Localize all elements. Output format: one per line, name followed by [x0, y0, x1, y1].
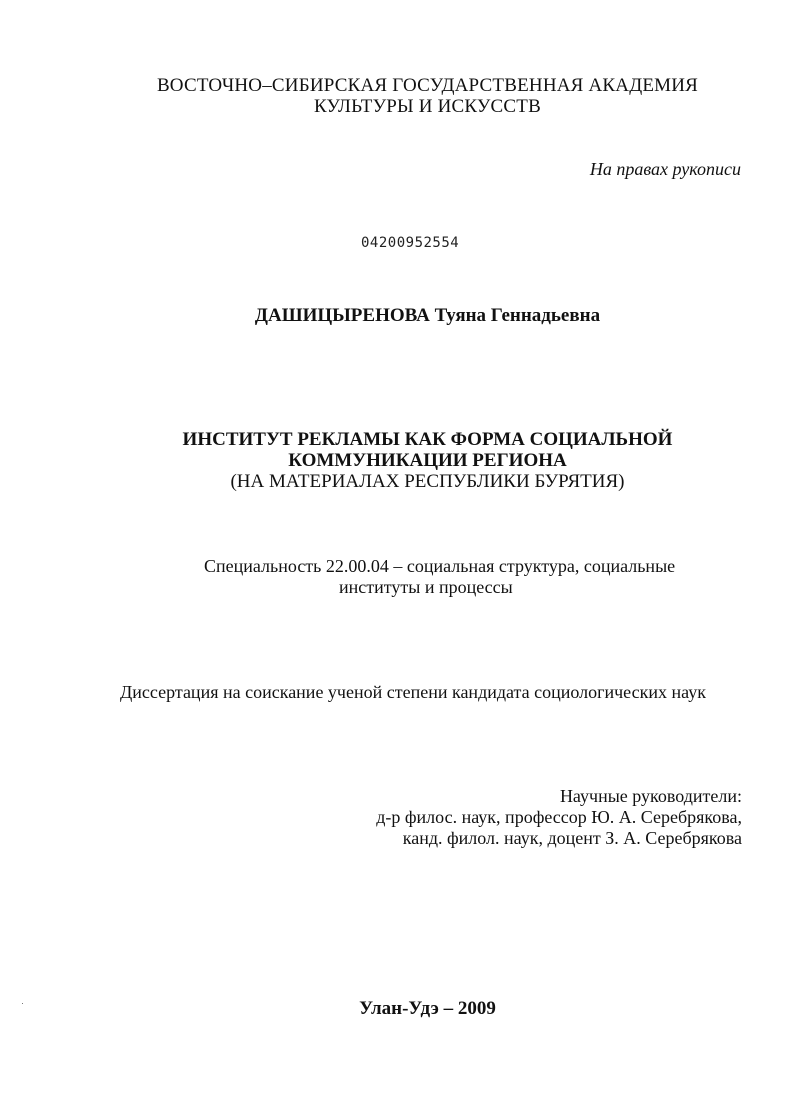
institution-name-line-1: ВОСТОЧНО–СИБИРСКАЯ ГОСУДАРСТВЕННАЯ АКАДЕМИЯ — [156, 75, 699, 96]
supervisor-item: д-р филос. наук, профессор Ю. А. Серебрякова, — [376, 807, 742, 827]
dissertation-title-line-1: ИНСТИТУТ РЕКЛАМЫ КАК ФОРМА СОЦИАЛЬНОЙ — [182, 429, 673, 450]
specialty-line-2: институты и процессы — [339, 577, 513, 597]
dissertation-degree-statement: Диссертация на соискание ученой степени кандидата социологических наук — [120, 682, 706, 702]
supervisors-heading: Научные руководители: — [559, 786, 742, 806]
specialty-line-1: Специальность 22.00.04 – социальная структура, социальные — [204, 556, 676, 576]
dissertation-title-line-2: КОММУНИКАЦИИ РЕГИОНА — [288, 450, 567, 471]
author-surname: ДАШИЦЫРЕНОВА — [254, 305, 430, 326]
institution-name-line-2: КУЛЬТУРЫ И ИСКУССТВ — [314, 96, 541, 117]
city-and-year: Улан-Удэ – 2009 — [359, 998, 496, 1019]
author-name — [0, 306, 795, 325]
scan-speck — [22, 1003, 23, 1004]
supervisor-item: канд. филол. наук, доцент З. А. Серебрякова — [402, 828, 742, 848]
library-stamp-number: 04200952554 — [361, 235, 460, 251]
manuscript-rights-note: На правах рукописи — [589, 159, 741, 179]
dissertation-subtitle: (НА МАТЕРИАЛАХ РЕСПУБЛИКИ БУРЯТИЯ) — [230, 471, 625, 492]
author-given-names: Туяна Геннадьевна — [434, 305, 601, 326]
